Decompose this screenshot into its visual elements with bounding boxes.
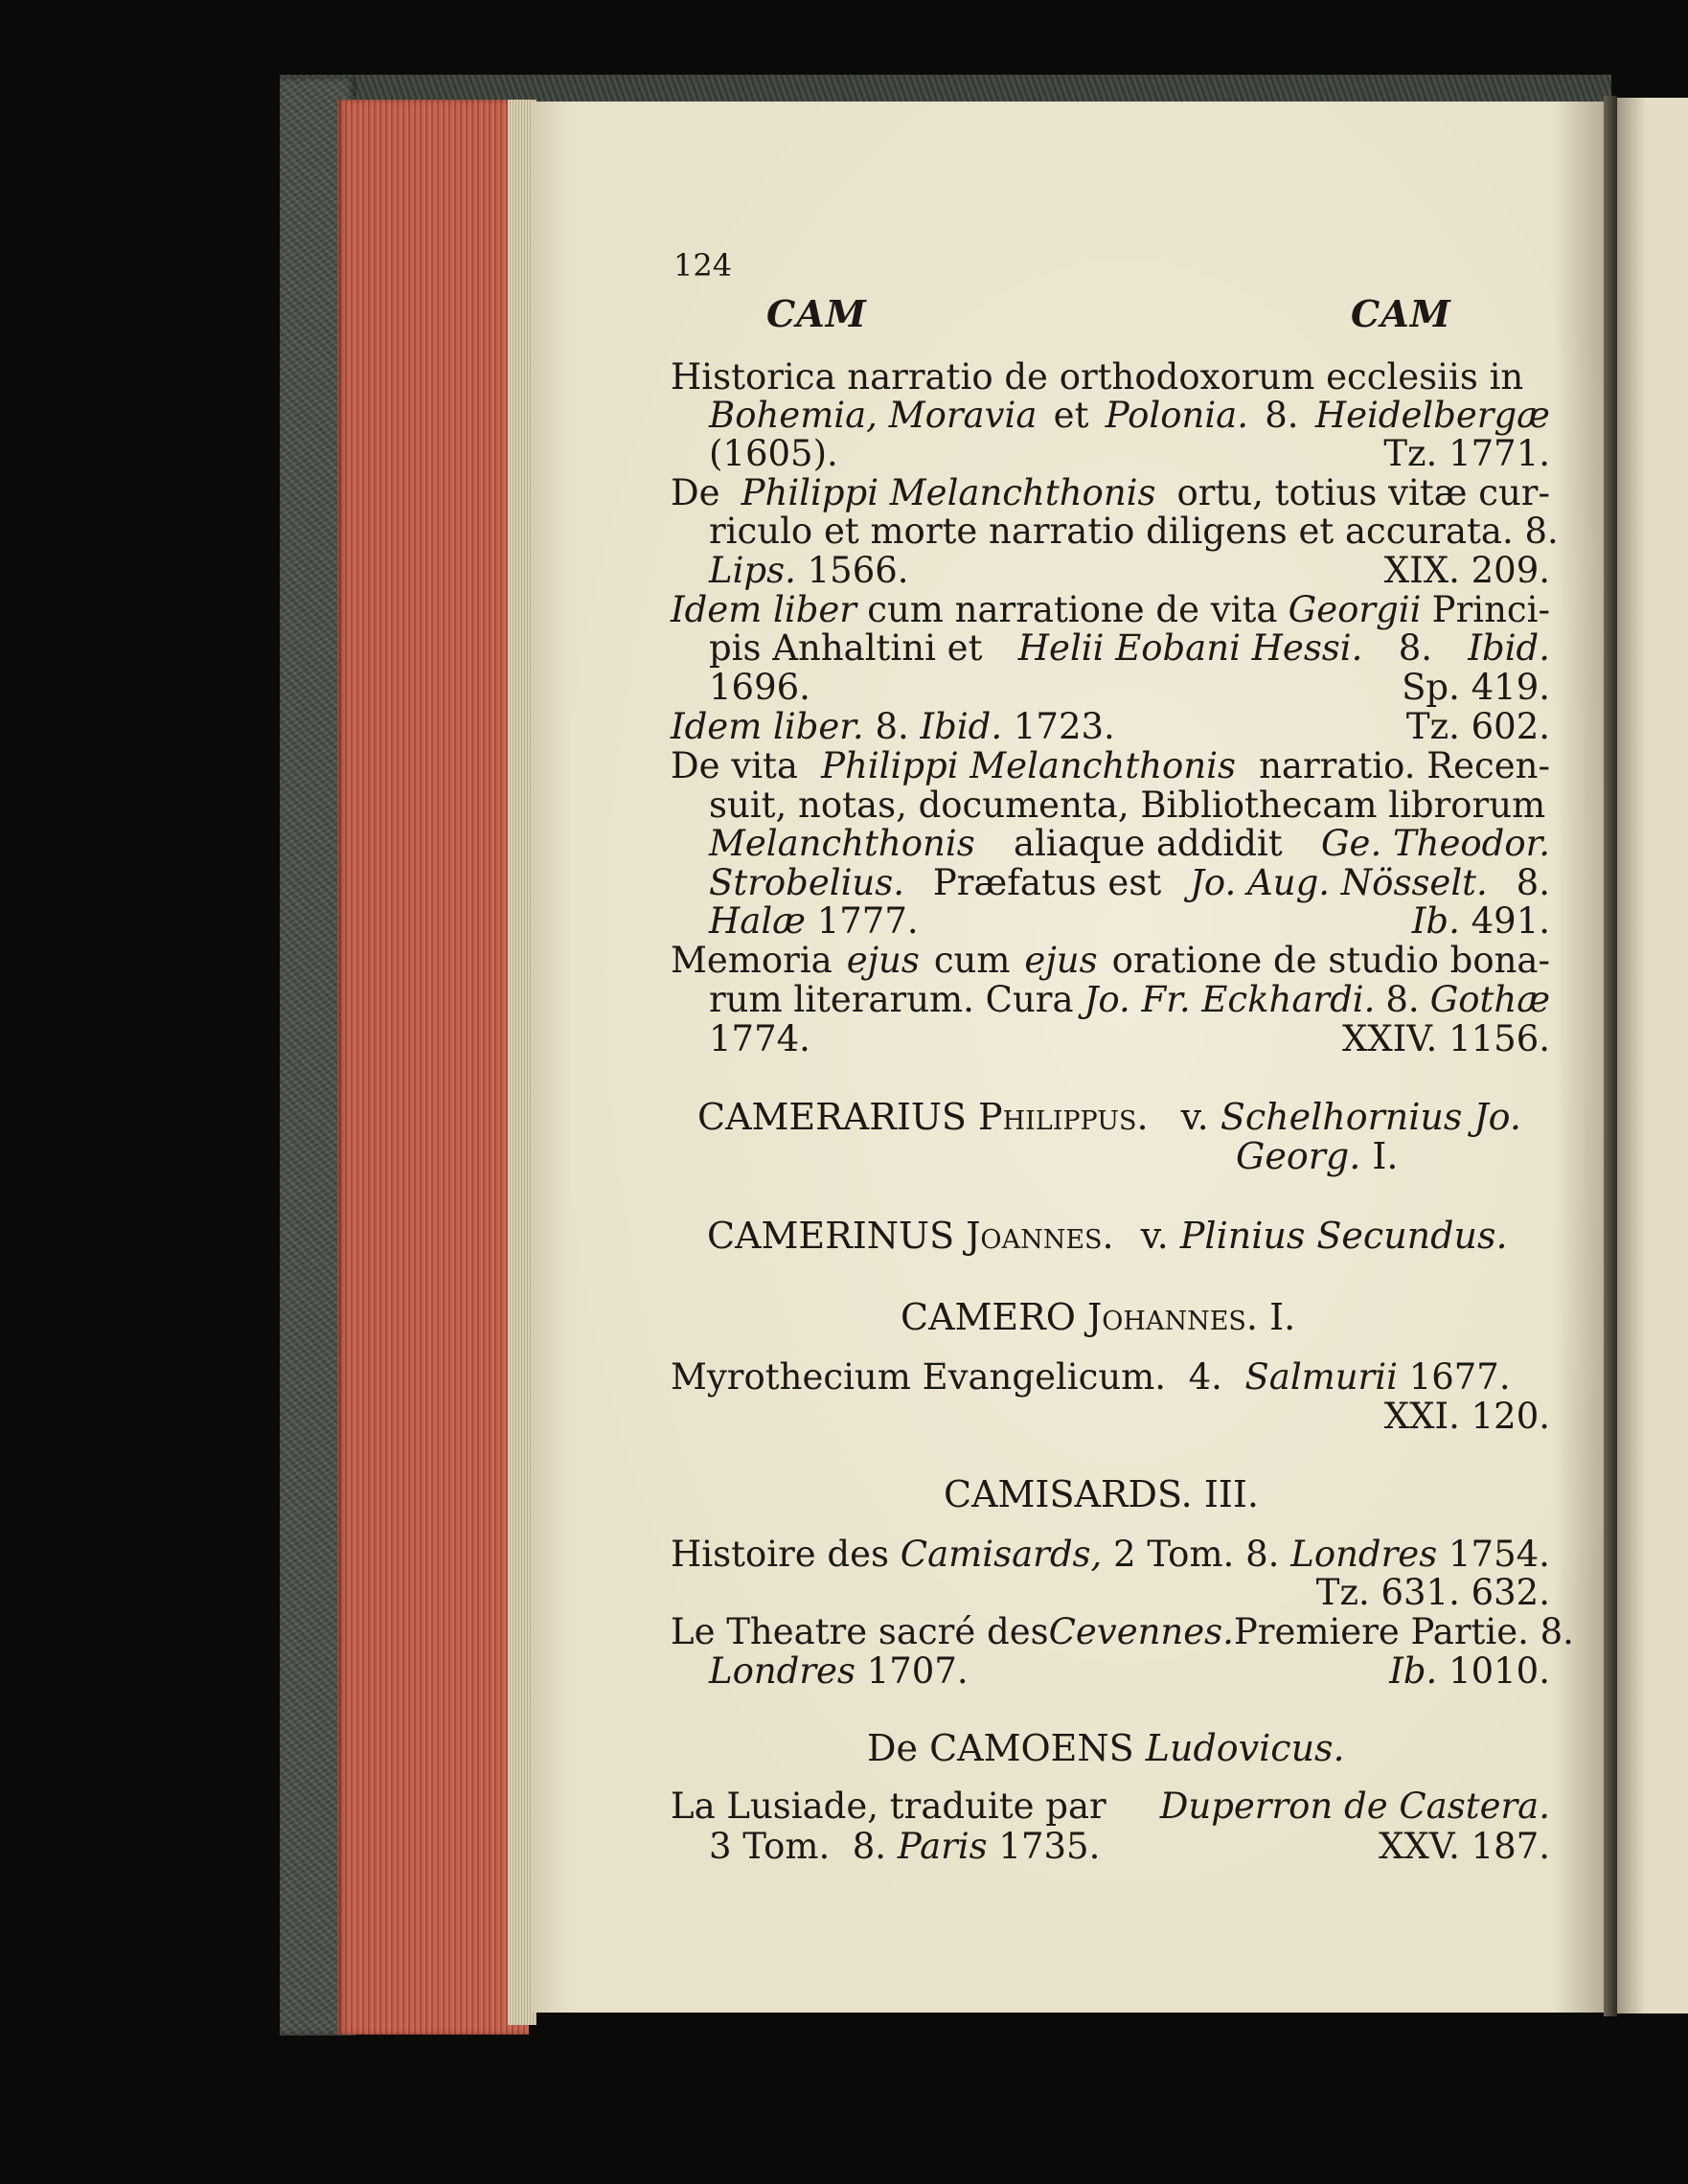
page-edges-red — [337, 100, 529, 2035]
heading-camisards: CAMISARDS. III. — [944, 1473, 1259, 1515]
entry-line: Idem liber. 8. Ibid. 1723. Tz. 602. — [671, 706, 1550, 747]
book-gutter — [1604, 96, 1617, 2016]
entry-line: Le Theatre sacré des Cevennes. Premiere Partie. 8. — [671, 1611, 1574, 1652]
entry-line: riculo et morte narratio diligens et accurata. 8. — [709, 511, 1559, 552]
entry-line: La Lusiade, traduite par Duperron de Castera. — [671, 1786, 1550, 1827]
entry-line: De vita Philippi Melanchthonis narratio. Recen- — [671, 745, 1550, 786]
heading-camoens: De CAMOENS Ludovicus. — [867, 1727, 1345, 1769]
entry-line: Melanchthonis aliaque addidit Ge. Theodor. — [709, 823, 1550, 864]
entry-line: Halæ 1777. Ib. 491. — [709, 900, 1550, 942]
entry-line: rum literarum. Cura Jo. Fr. Eckhardi. 8. Gothæ — [709, 979, 1550, 1020]
entry-line: 1696. Sp. 419. — [709, 667, 1550, 708]
heading-camerarius-cont: Georg. I. — [1236, 1135, 1399, 1177]
heading-camero: CAMERO Johannes. I. — [901, 1296, 1296, 1338]
heading-camerarius: CAMERARIUS Philippus. v. Schelhornius Jo. — [697, 1096, 1521, 1138]
heading-camerinus: CAMERINUS Joannes. v. Plinius Secundus. — [707, 1215, 1508, 1257]
entry-line: Idem liber cum narratione de vita Georgii Princi- — [671, 589, 1550, 630]
entry-line: (1605). Tz. 1771. — [709, 433, 1550, 474]
entry-line: De Philippi Melanchthonis ortu, totius vitæ cur- — [671, 472, 1550, 513]
entry-line: Bohemia, Moravia et Polonia. 8. Heidelbergæ — [709, 395, 1550, 436]
running-head-right: CAM — [1351, 292, 1451, 335]
entry-line: Strobelius. Præfatus est Jo. Aug. Nösselt. 8. — [709, 862, 1550, 903]
facing-page — [1617, 98, 1688, 2013]
entry-line: Lips. 1566. XIX. 209. — [709, 550, 1550, 591]
entry-line: pis Anhaltini et Helii Eobani Hessi. 8. Ibid. — [709, 627, 1550, 669]
entry-line: Historica narratio de orthodoxorum ecclesiis in — [671, 356, 1524, 398]
entry-line: 3 Tom. 8. Paris 1735. XXV. 187. — [709, 1826, 1550, 1867]
entry-line: 1774. XXIV. 1156. — [709, 1018, 1550, 1059]
entry-line: Myrothecium Evangelicum. 4. Salmurii 1677. — [671, 1356, 1511, 1398]
entry-line: suit, notas, documenta, Bibliothecam librorum — [709, 785, 1546, 826]
entry-line: Londres 1707. Ib. 1010. — [709, 1650, 1550, 1692]
entry-line: XXI. 120. — [1383, 1396, 1550, 1437]
page-number: 124 — [673, 247, 733, 284]
entry-line: Tz. 631. 632. — [1315, 1572, 1550, 1613]
running-head-left: CAM — [766, 292, 867, 335]
entry-line: Histoire des Camisards, 2 Tom. 8. Londres 1754. — [671, 1534, 1550, 1575]
entry-line: Memoria ejus cum ejus oratione de studio bona- — [671, 940, 1550, 981]
